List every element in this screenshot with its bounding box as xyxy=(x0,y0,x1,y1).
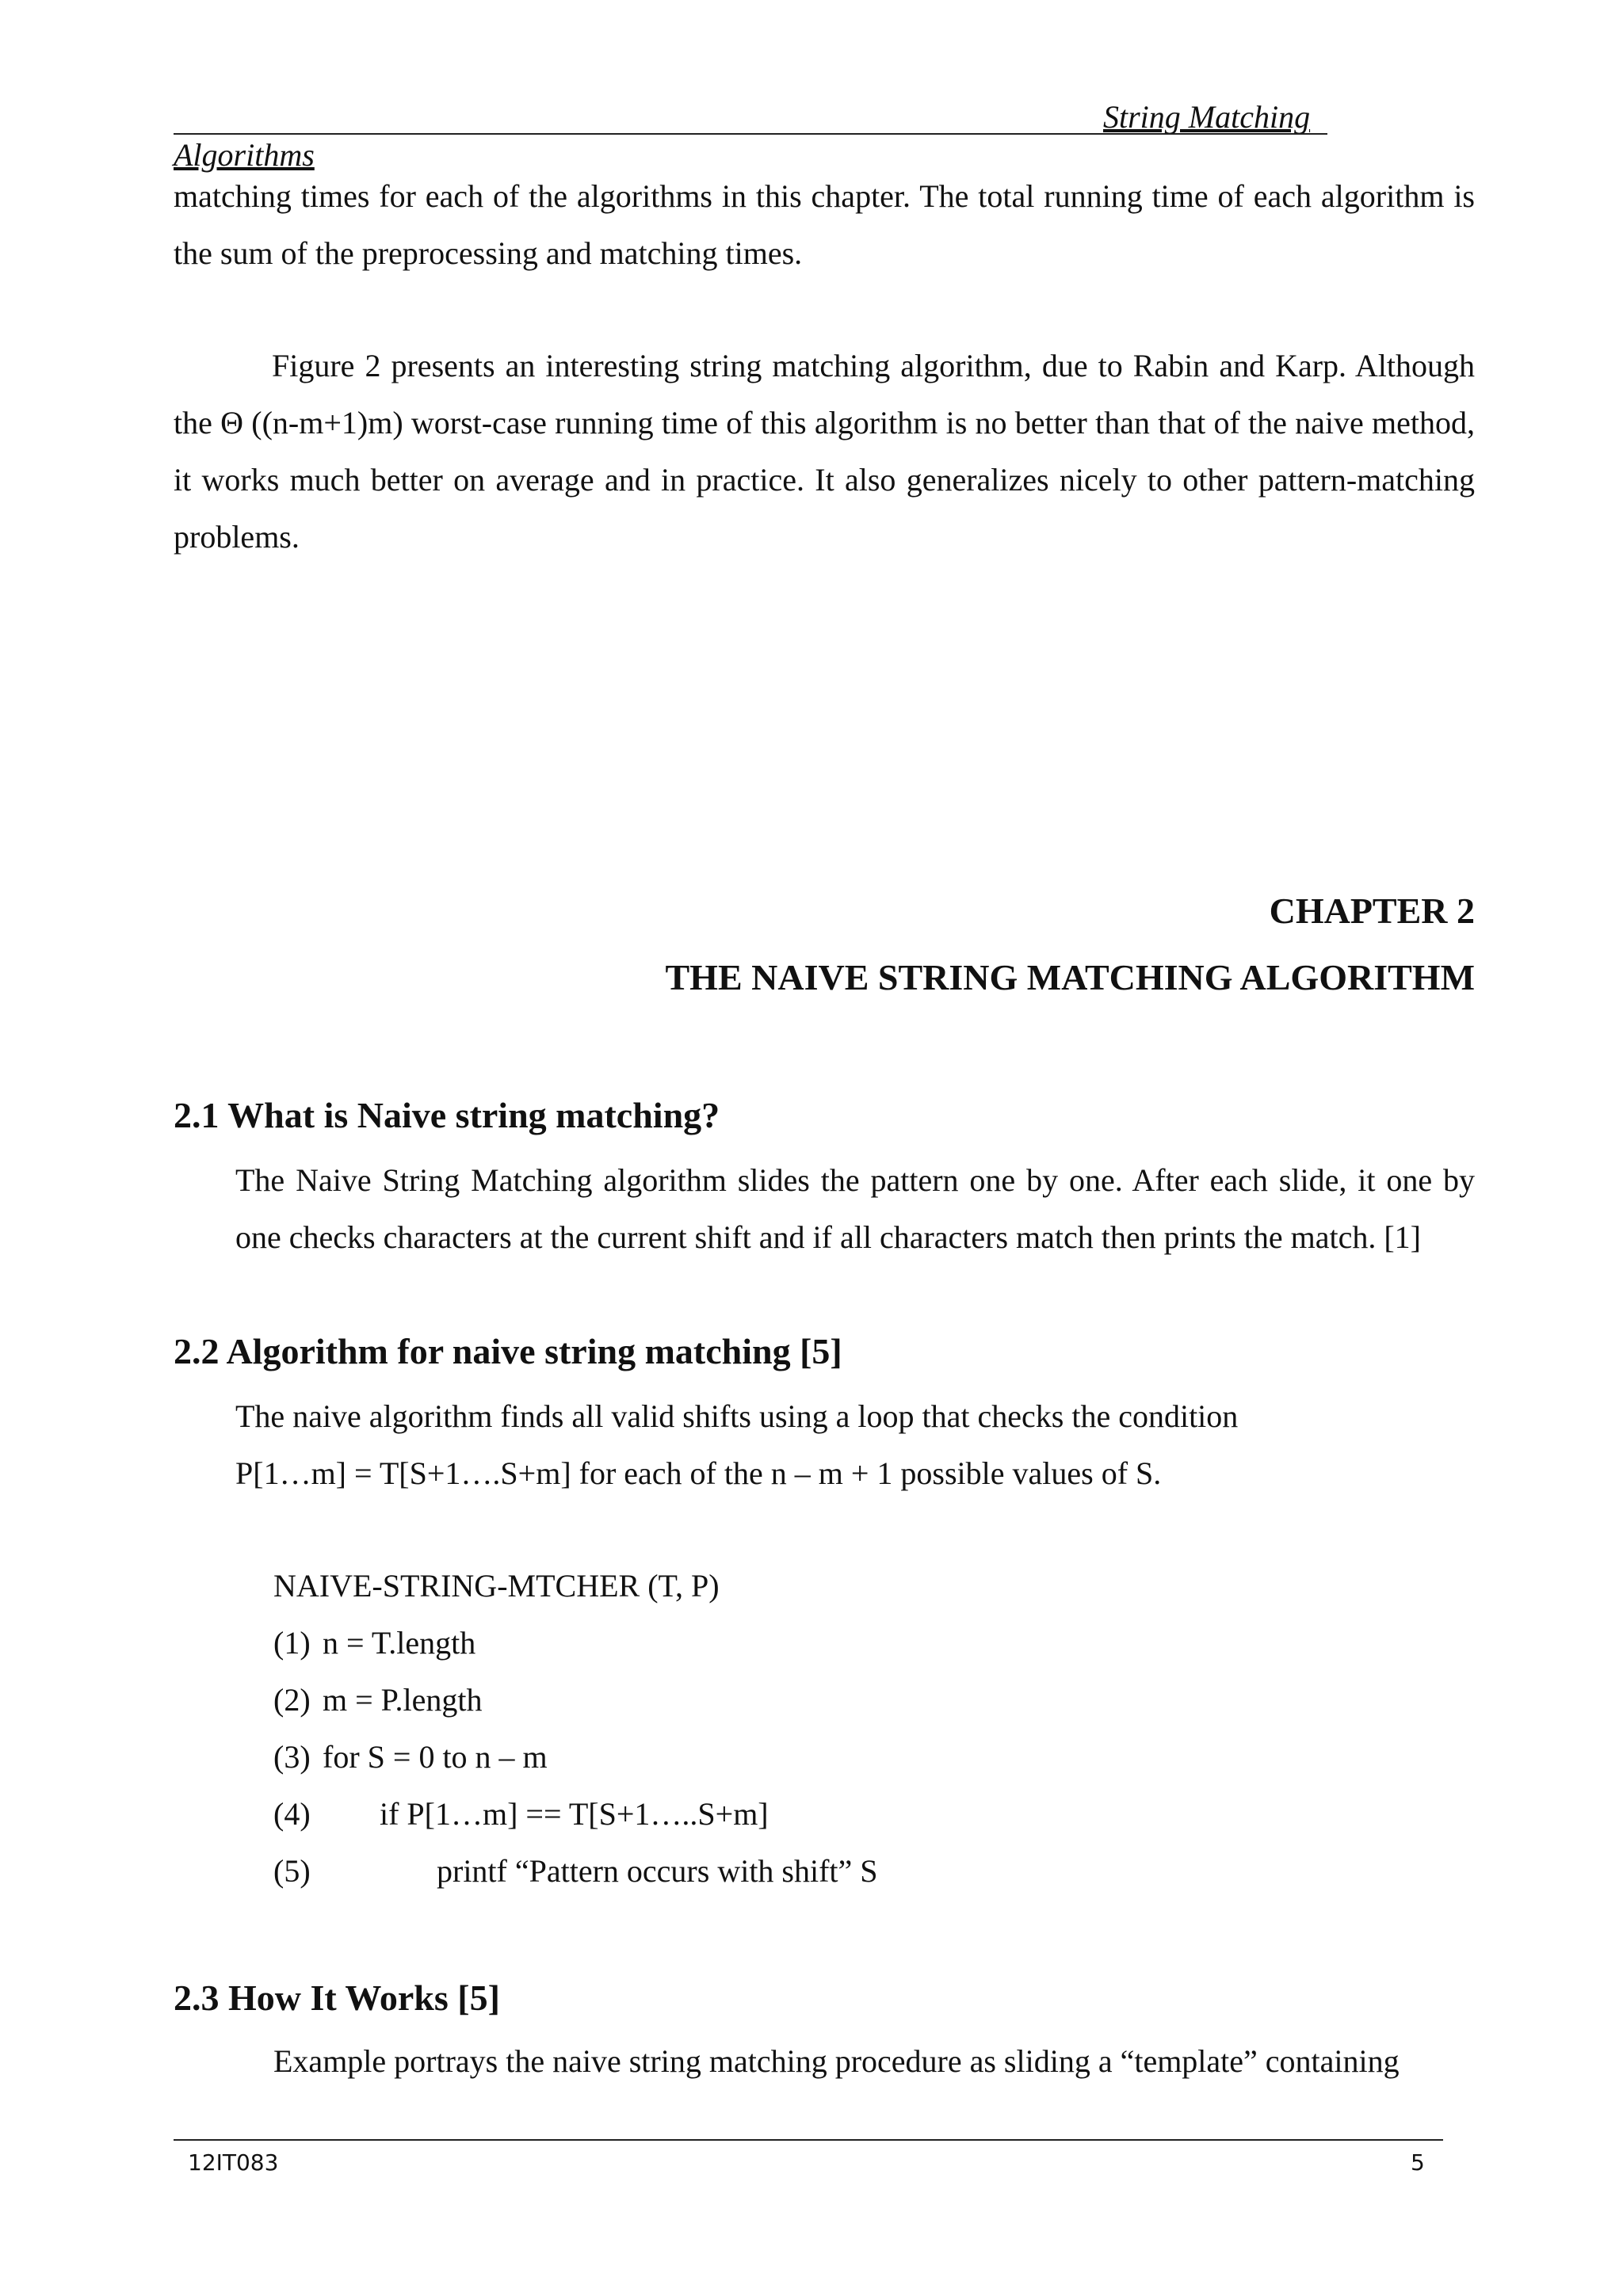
line-number: (4) xyxy=(273,1796,311,1832)
algorithm-line-2 xyxy=(273,1672,878,1729)
algorithm-line-1 xyxy=(273,1615,878,1672)
intro-paragraph-2: Figure 2 presents an interesting string matching algorithm, due to Rabin and Karp. Although the Θ ((n-m+1)m) worst-case running time of this algorithm is no better than that of the naive method, it works much better on average and in practice. It also generalizes nicely to other pattern-matching problems. xyxy=(174,348,1475,555)
section-body-2-1: The Naive String Matching algorithm slides the pattern one by one. After each slide, it one by one checks characters at the current shift and if all characters match then prints the match. [1] xyxy=(235,1162,1475,1255)
footer-rule xyxy=(174,2139,1443,2141)
footer-id: 12IT083 xyxy=(188,2149,279,2176)
algorithm-line-5 xyxy=(273,1843,878,1900)
line-number: (1) xyxy=(273,1625,311,1661)
algorithm-line-4 xyxy=(273,1786,878,1843)
line-number: (3) xyxy=(273,1739,311,1775)
line-number: (2) xyxy=(273,1682,311,1718)
running-header-title: String Matching xyxy=(1103,99,1311,135)
line-code: m = P.length xyxy=(323,1682,483,1718)
running-header-subtitle: Algorithms xyxy=(174,137,315,173)
section-body-2-2-line-1: The naive algorithm finds all valid shifts using a loop that checks the condition xyxy=(235,1398,1239,1434)
section-heading-2-3: 2.3 How It Works [5] xyxy=(174,1978,500,2018)
algorithm-name: NAIVE-STRING-MTCHER (T, P) xyxy=(273,1568,720,1604)
algorithm-block xyxy=(273,1558,878,1900)
algorithm-line-3 xyxy=(273,1729,878,1786)
section-body-2-2-line-2: P[1…m] = T[S+1….S+m] for each of the n – m + 1 possible values of S. xyxy=(235,1455,1162,1491)
section-body-2-3: Example portrays the naive string matching procedure as sliding a “template” containing xyxy=(273,2043,1400,2079)
line-code: for S = 0 to n – m xyxy=(323,1739,548,1775)
section-heading-2-2: 2.2 Algorithm for naive string matching [5] xyxy=(174,1331,842,1371)
chapter-number: CHAPTER 2 xyxy=(1269,891,1475,931)
line-number: (5) xyxy=(273,1853,311,1889)
line-code: n = T.length xyxy=(323,1625,476,1661)
line-code: if P[1…m] == T[S+1…..S+m] xyxy=(380,1796,769,1832)
header-rule xyxy=(174,133,1327,135)
section-heading-2-1: 2.1 What is Naive string matching? xyxy=(174,1095,720,1135)
line-code: printf “Pattern occurs with shift” S xyxy=(437,1853,878,1889)
page-number: 5 xyxy=(1411,2149,1425,2176)
intro-paragraph-1: matching times for each of the algorithms in this chapter. The total running time of each algorithm is the sum of the preprocessing and matching times. xyxy=(174,178,1475,271)
section-body-2-2 xyxy=(235,1388,1475,1502)
chapter-title: THE NAIVE STRING MATCHING ALGORITHM xyxy=(665,957,1475,997)
